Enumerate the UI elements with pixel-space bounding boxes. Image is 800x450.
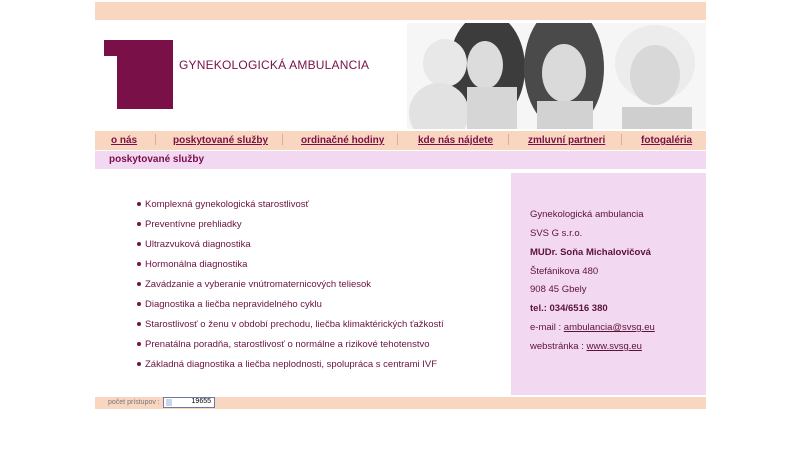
bullet-icon [137,222,141,226]
header [95,20,706,130]
service-text: Hormonálna diagnostika [145,259,248,270]
bullet-icon [137,342,141,346]
nav-link-o-nas[interactable]: o nás [111,135,138,146]
nav-link-ordinacne-hodiny[interactable]: ordinačné hodiny [301,135,385,146]
logo-inner-stripe [104,56,117,109]
contact-city: 908 45 Gbely [530,284,587,295]
service-item [137,339,507,359]
service-item [137,359,507,379]
service-item [137,279,507,299]
bullet-icon [137,322,141,326]
bullet-icon [137,242,141,246]
service-item [137,319,507,339]
nav-link-fotogaleria[interactable]: fotogaléria [641,135,693,146]
service-text: Základná diagnostika a liečba neplodnosti, spolupráca s centrami IVF [145,359,438,370]
section-title-bar [95,151,706,169]
footer [95,397,706,409]
contact-street: Štefánikova 480 [530,266,599,277]
web-label: webstránka : [530,341,584,352]
counter-value: 19655 [191,398,211,405]
service-text: Komplexná gynekologická starostlivosť [145,199,310,210]
nav-separator [508,134,509,145]
service-item [137,259,507,279]
email-link[interactable]: ambulancia@svsg.eu [563,322,655,333]
page [95,0,706,450]
service-text: Starostlivosť o ženu v období prechodu, liečba klimaktérických ťažkostí [145,319,444,330]
service-text: Ultrazvuková diagnostika [145,239,251,250]
main-nav [95,131,706,150]
services-list [137,199,507,379]
contact-company: SVS G s.r.o. [530,228,583,239]
service-item [137,199,507,219]
service-item [137,219,507,239]
top-band [95,2,706,20]
service-text: Zavádzanie a vyberanie vnútromaternicových teliesok [145,279,372,290]
nav-separator [155,134,156,145]
counter-label: počet prístupov : [108,399,160,406]
contact-phone: tel.: 034/6516 380 [530,303,608,314]
bullet-icon [137,302,141,306]
email-label: e-mail : [530,322,562,333]
contact-name: Gynekologická ambulancia [530,209,644,220]
nav-separator [397,134,398,145]
nav-link-kde-nas-najdete[interactable]: kde nás nájdete [418,135,494,146]
counter-icon [166,399,172,406]
service-text: Diagnostika a liečba nepravidelného cyklu [145,299,322,310]
contact-panel [511,173,706,395]
nav-separator [621,134,622,145]
nav-separator [282,134,283,145]
service-item [137,299,507,319]
logo [104,40,173,109]
contact-email-row [530,322,655,333]
section-title: poskytované služby [109,154,205,165]
nav-link-poskytovane-sluzby[interactable]: poskytované služby [173,135,269,146]
nav-link-zmluvni-partneri[interactable]: zmluvní partneri [528,135,606,146]
bullet-icon [137,202,141,206]
bullet-icon [137,262,141,266]
header-photo [407,23,706,129]
contact-doctor: MUDr. Soňa Michalovičová [530,247,651,258]
service-text: Preventívne prehliadky [145,219,242,230]
visit-counter [163,397,215,408]
service-text: Prenatálna poradňa, starostlivosť o normálne a rizikové tehotenstvo [145,339,430,350]
bullet-icon [137,362,141,366]
contact-web-row [530,341,642,352]
web-link[interactable]: www.svsg.eu [586,341,642,352]
service-item [137,239,507,259]
site-title: GYNEKOLOGICKÁ AMBULANCIA [179,58,370,72]
bullet-icon [137,282,141,286]
